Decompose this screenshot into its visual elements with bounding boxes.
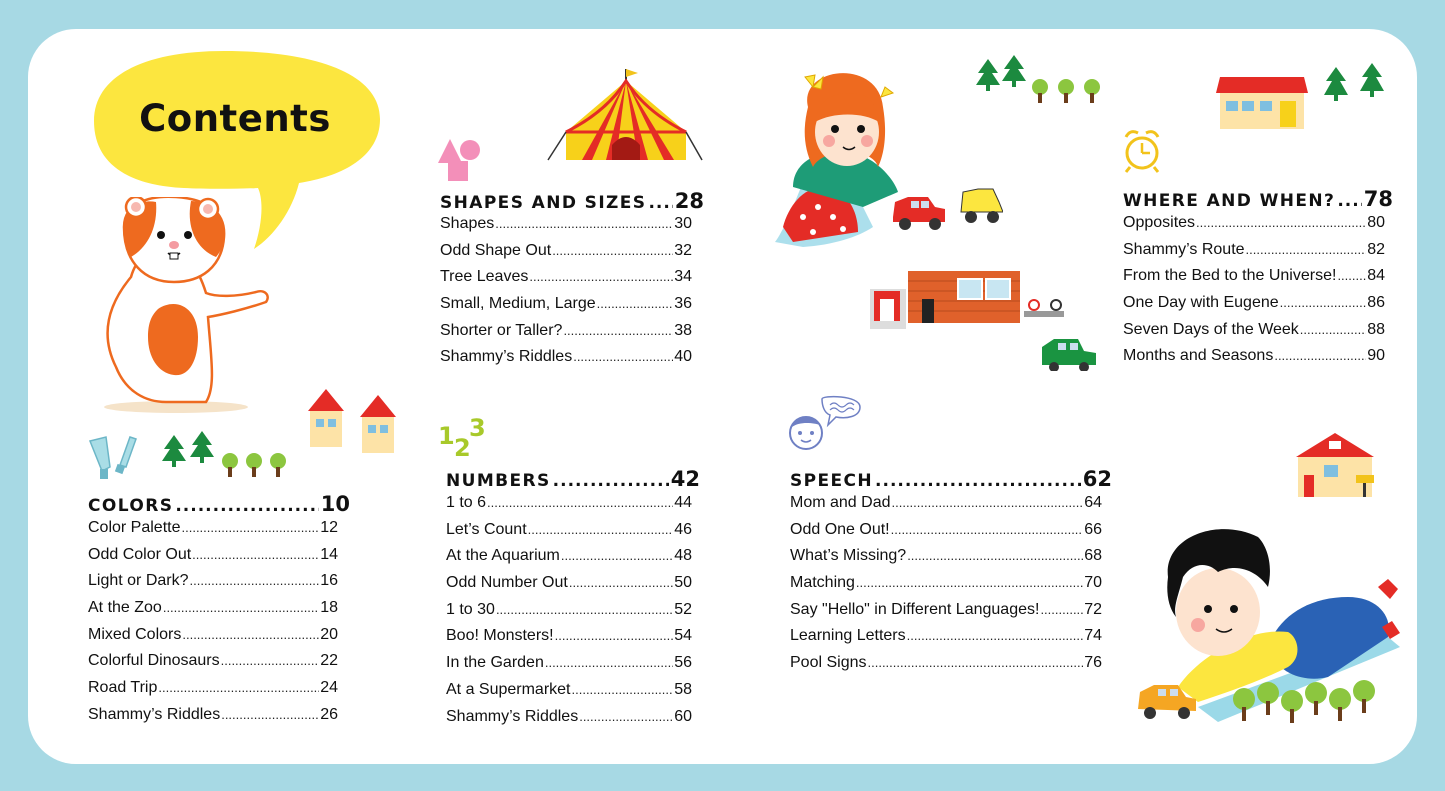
entry-page: 86	[1367, 294, 1385, 312]
entry-page: 64	[1084, 494, 1102, 511]
section-title: SPEECH	[790, 471, 874, 491]
entry-page: 38	[674, 321, 692, 339]
entry-label: Road Trip	[88, 679, 158, 697]
entry-label: Odd Color Out	[88, 545, 192, 563]
toc-entry[interactable]	[446, 681, 692, 708]
toc-entry[interactable]	[88, 572, 338, 599]
entry-page: 46	[674, 520, 692, 538]
toc-entry[interactable]	[446, 654, 692, 681]
entry-label: Matching	[790, 574, 855, 592]
toc-list-speech	[790, 494, 1102, 681]
entry-page: 82	[1367, 240, 1385, 258]
entry-page: 58	[674, 680, 692, 698]
entry-label: 1 to 30	[446, 600, 495, 618]
section-heading-speech[interactable]	[790, 467, 1112, 491]
entry-label: 1 to 6	[446, 494, 487, 511]
entry-page: 12	[320, 519, 338, 536]
entry-label: Tree Leaves	[440, 268, 529, 286]
dot-leader	[891, 522, 1084, 537]
section-title: WHERE AND WHEN?	[1123, 191, 1336, 211]
entry-page: 88	[1367, 320, 1385, 338]
entry-page: 22	[320, 652, 338, 670]
dot-leader	[892, 495, 1084, 510]
entry-page: 44	[674, 494, 692, 511]
section-title: SHAPES AND SIZES	[440, 193, 647, 213]
car-icon	[1042, 339, 1096, 371]
section-heading-shapes-and-sizes[interactable]	[440, 189, 704, 213]
toc-entry[interactable]	[88, 652, 338, 679]
entry-page: 24	[320, 679, 338, 697]
page-title: Contents	[139, 97, 331, 140]
tree-icon	[1226, 679, 1386, 733]
dot-leader	[1196, 215, 1366, 230]
dot-leader	[529, 269, 673, 284]
toc-entry[interactable]	[1123, 347, 1385, 374]
entry-label: Shammy’s Route	[1123, 240, 1245, 258]
svg-text:1: 1	[438, 422, 455, 450]
entry-page: 84	[1367, 267, 1385, 285]
section-heading-numbers[interactable]	[446, 467, 700, 491]
toc-entry[interactable]	[790, 601, 1102, 628]
toc-entry[interactable]	[440, 242, 692, 269]
toc-entry[interactable]	[1123, 267, 1385, 294]
dot-leader	[175, 496, 318, 516]
paint-tubes-icon	[86, 433, 142, 483]
section-heading-where-and-when[interactable]	[1123, 187, 1393, 211]
speech-face-icon	[786, 395, 862, 455]
entry-label: At a Supermarket	[446, 680, 571, 698]
numbers-icon	[436, 412, 488, 462]
toc-entry[interactable]	[88, 599, 338, 626]
dot-leader	[1040, 602, 1083, 617]
section-title: NUMBERS	[446, 471, 551, 491]
toc-entry[interactable]	[446, 708, 692, 735]
toc-entry[interactable]	[790, 574, 1102, 601]
entry-page: 56	[674, 654, 692, 672]
dot-leader	[1337, 191, 1361, 211]
svg-text:2: 2	[454, 434, 471, 462]
toc-entry[interactable]	[1123, 321, 1385, 348]
dot-leader	[569, 575, 673, 590]
section-page: 28	[674, 189, 704, 213]
entry-page: 48	[674, 547, 692, 565]
girl-with-cars-icon	[763, 67, 1003, 257]
dot-leader	[579, 709, 673, 724]
entry-label: In the Garden	[446, 654, 544, 672]
alarm-clock-icon	[1120, 127, 1164, 173]
entry-page: 60	[674, 707, 692, 725]
entry-page: 14	[320, 545, 338, 563]
section-page: 62	[1082, 467, 1112, 491]
toc-entry[interactable]	[88, 546, 338, 573]
entry-label: Colorful Dinosaurs	[88, 652, 220, 670]
toc-entry[interactable]	[88, 706, 338, 733]
section-title: COLORS	[88, 496, 174, 516]
toc-entry[interactable]	[446, 601, 692, 628]
toc-entry[interactable]	[440, 215, 692, 242]
toc-entry[interactable]	[790, 627, 1102, 654]
entry-label: Shorter or Taller?	[440, 321, 563, 339]
toc-entry[interactable]	[446, 494, 692, 521]
entry-page: 54	[674, 627, 692, 645]
dot-leader	[1246, 242, 1367, 257]
dot-leader	[1274, 348, 1366, 363]
entry-page: 32	[674, 241, 692, 259]
toc-entry[interactable]	[790, 521, 1102, 548]
dot-leader	[158, 680, 319, 695]
entry-label: One Day with Eugene	[1123, 294, 1279, 312]
contents-page	[28, 29, 1417, 764]
dot-leader	[221, 707, 319, 722]
tree-icon	[1324, 61, 1388, 109]
dot-leader	[528, 522, 674, 537]
dot-leader	[192, 547, 319, 562]
dot-leader	[545, 655, 673, 670]
dot-leader	[182, 627, 319, 642]
dot-leader	[856, 575, 1083, 590]
dot-leader	[190, 573, 320, 588]
entry-label: Shammy’s Riddles	[446, 707, 579, 725]
section-heading-colors[interactable]	[88, 492, 350, 516]
entry-page: 34	[674, 268, 692, 286]
dot-leader	[552, 243, 673, 258]
section-page: 10	[320, 492, 350, 516]
entry-page: 90	[1367, 347, 1385, 365]
dot-leader	[163, 600, 319, 615]
toc-list-where-and-when	[1123, 214, 1385, 374]
entry-label: Let’s Count	[446, 520, 527, 538]
dot-leader	[561, 548, 673, 563]
dot-leader	[573, 349, 673, 364]
entry-page: 30	[674, 215, 692, 232]
dot-leader	[572, 682, 674, 697]
entry-label: Shammy’s Riddles	[88, 705, 221, 723]
dot-leader	[1337, 268, 1366, 283]
mailbox-house-icon	[1294, 431, 1380, 499]
entry-page: 18	[320, 599, 338, 617]
svg-text:3: 3	[469, 414, 486, 442]
toc-entry[interactable]	[1123, 214, 1385, 241]
toc-list-colors	[88, 519, 338, 733]
toc-entry[interactable]	[440, 322, 692, 349]
entry-page: 40	[674, 348, 692, 366]
entry-label: Learning Letters	[790, 627, 906, 645]
entry-label: Light or Dark?	[88, 572, 189, 590]
dot-leader	[487, 495, 673, 510]
entry-page: 52	[674, 600, 692, 618]
toc-entry[interactable]	[790, 494, 1102, 521]
toc-entry[interactable]	[1123, 294, 1385, 321]
entry-page: 26	[320, 705, 338, 723]
entry-label: Odd One Out!	[790, 520, 890, 538]
entry-page: 68	[1084, 547, 1102, 565]
section-page: 42	[670, 467, 700, 491]
toc-entry[interactable]	[440, 268, 692, 295]
toc-entry[interactable]	[446, 521, 692, 548]
entry-label: Small, Medium, Large	[440, 295, 596, 313]
entry-page: 72	[1084, 600, 1102, 618]
entry-label: Months and Seasons	[1123, 347, 1274, 365]
circus-tent-icon	[546, 67, 704, 165]
entry-label: Odd Shape Out	[440, 241, 552, 259]
entry-label: Shapes	[440, 215, 495, 232]
entry-label: What’s Missing?	[790, 547, 907, 565]
entry-page: 50	[674, 574, 692, 592]
entry-label: Odd Number Out	[446, 574, 568, 592]
entry-label: Seven Days of the Week	[1123, 320, 1299, 338]
tree-icon	[976, 53, 1102, 109]
house-icon	[306, 389, 400, 455]
house-icon	[1216, 75, 1308, 131]
entry-label: Say "Hello" in Different Languages!	[790, 600, 1040, 618]
entry-page: 66	[1084, 520, 1102, 538]
toc-entry[interactable]	[790, 654, 1102, 681]
dot-leader	[875, 471, 1081, 491]
toc-entry[interactable]	[88, 679, 338, 706]
dot-leader	[1300, 322, 1366, 337]
entry-page: 76	[1084, 654, 1102, 672]
dot-leader	[563, 323, 673, 338]
entry-label: Mom and Dad	[790, 494, 891, 511]
entry-page: 80	[1367, 214, 1385, 231]
dot-leader	[907, 628, 1084, 643]
entry-label: From the Bed to the Universe!	[1123, 267, 1337, 285]
toc-entry[interactable]	[88, 519, 338, 546]
toc-entry[interactable]	[440, 348, 692, 375]
entry-label: Shammy’s Riddles	[440, 348, 573, 366]
entry-label: At the Zoo	[88, 599, 162, 617]
hamster-icon	[86, 197, 276, 417]
entry-label: Opposites	[1123, 214, 1196, 231]
dot-leader	[648, 193, 672, 213]
car-icon	[893, 197, 945, 230]
toc-entry[interactable]	[446, 547, 692, 574]
entry-label: Pool Signs	[790, 654, 867, 672]
entry-label: Boo! Monsters!	[446, 627, 554, 645]
entry-page: 70	[1084, 574, 1102, 592]
dot-leader	[868, 655, 1084, 670]
entry-label: Color Palette	[88, 519, 181, 536]
toc-entry[interactable]	[88, 626, 338, 653]
entry-page: 16	[320, 572, 338, 590]
entry-page: 20	[320, 625, 338, 643]
toc-entry[interactable]	[790, 547, 1102, 574]
dot-leader	[597, 296, 674, 311]
toc-entry[interactable]	[1123, 241, 1385, 268]
dot-leader	[907, 548, 1083, 563]
shapes-icon	[436, 137, 484, 185]
entry-label: At the Aquarium	[446, 547, 560, 565]
dot-leader	[553, 471, 669, 491]
entry-page: 74	[1084, 627, 1102, 645]
entry-label: Mixed Colors	[88, 625, 182, 643]
dot-leader	[495, 216, 673, 231]
brick-house-icon	[870, 269, 1100, 371]
entry-page: 36	[674, 295, 692, 313]
dot-leader	[1280, 295, 1367, 310]
toc-entry[interactable]	[440, 295, 692, 322]
toc-entry[interactable]	[446, 627, 692, 654]
dot-leader	[555, 628, 674, 643]
tree-icon	[162, 431, 292, 487]
dot-leader	[496, 602, 673, 617]
dot-leader	[221, 653, 320, 668]
dot-leader	[182, 520, 320, 535]
section-page: 78	[1363, 187, 1393, 211]
toc-list-shapes-and-sizes	[440, 215, 692, 375]
toc-entry[interactable]	[446, 574, 692, 601]
toc-list-numbers	[446, 494, 692, 734]
